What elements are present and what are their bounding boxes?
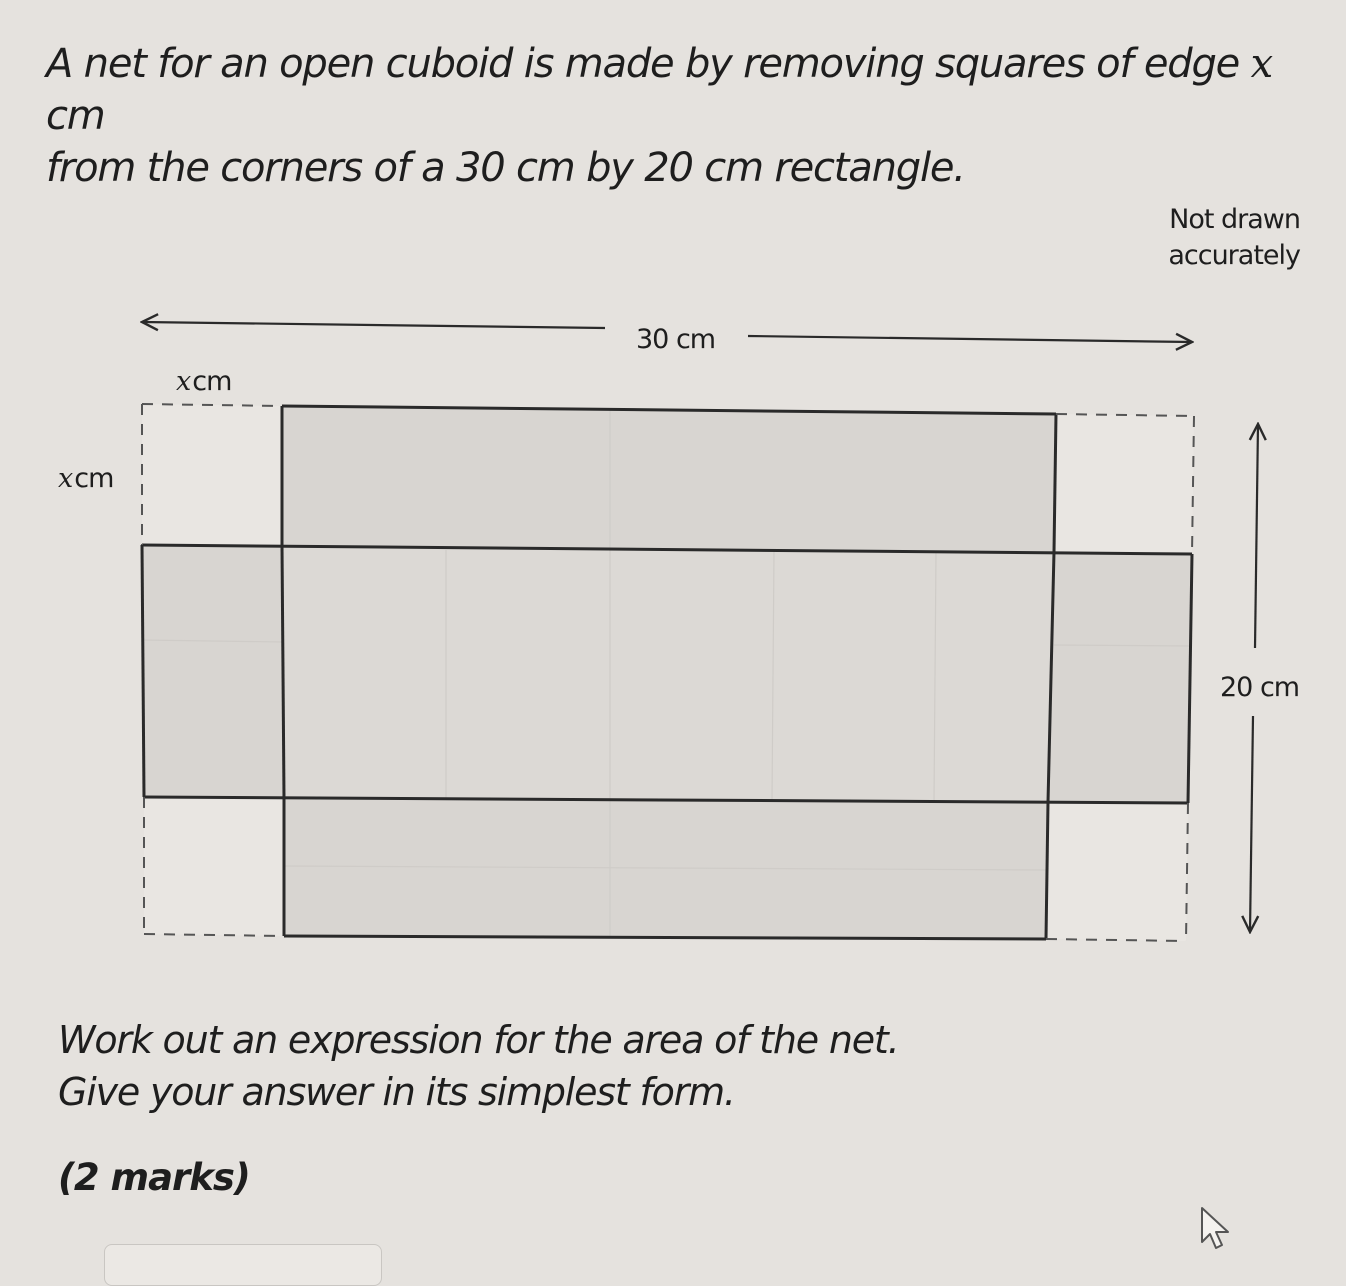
width-arrow-left <box>142 322 605 328</box>
answer-input[interactable] <box>104 1244 382 1286</box>
note-line-1: Not drawn <box>1169 204 1300 235</box>
height-arrow-down <box>1250 716 1253 932</box>
corner-square-top-left <box>142 404 282 546</box>
base-face <box>282 546 1054 802</box>
width-label: 30 cm <box>636 324 716 355</box>
marks-label: (2 marks) <box>58 1156 250 1199</box>
height-label: 20 cm <box>1220 672 1300 703</box>
question-line-2: from the corners of a 30 cm by 20 cm rectangle. <box>46 145 965 191</box>
instruction-line-1: Work out an expression for the area of the net. <box>58 1018 899 1062</box>
instructions <box>58 1014 1058 1118</box>
corner-square-top-right <box>1054 414 1194 554</box>
width-arrow-right <box>748 336 1192 342</box>
question-line-1-unit: cm <box>46 93 105 139</box>
mouse-pointer-icon <box>1200 1206 1236 1254</box>
corner-square-bottom-right <box>1046 802 1188 941</box>
side-corner-label <box>58 463 113 494</box>
height-arrow-up <box>1255 424 1258 648</box>
left-flap <box>142 545 284 798</box>
top-corner-label-unit: cm <box>192 366 232 397</box>
instruction-line-2: Give your answer in its simplest form. <box>58 1070 735 1114</box>
top-corner-label-var: x <box>176 366 191 397</box>
note-line-2: accurately <box>1168 240 1300 271</box>
top-flap <box>282 406 1056 552</box>
right-flap <box>1048 552 1192 803</box>
corner-square-bottom-left <box>144 797 284 936</box>
variable-x: x <box>1250 41 1272 87</box>
side-corner-label-unit: cm <box>74 463 114 494</box>
side-corner-label-var: x <box>58 463 73 494</box>
top-corner-label <box>176 366 231 397</box>
question-line-1-text: A net for an open cuboid is made by removing squares of edge <box>46 41 1251 87</box>
